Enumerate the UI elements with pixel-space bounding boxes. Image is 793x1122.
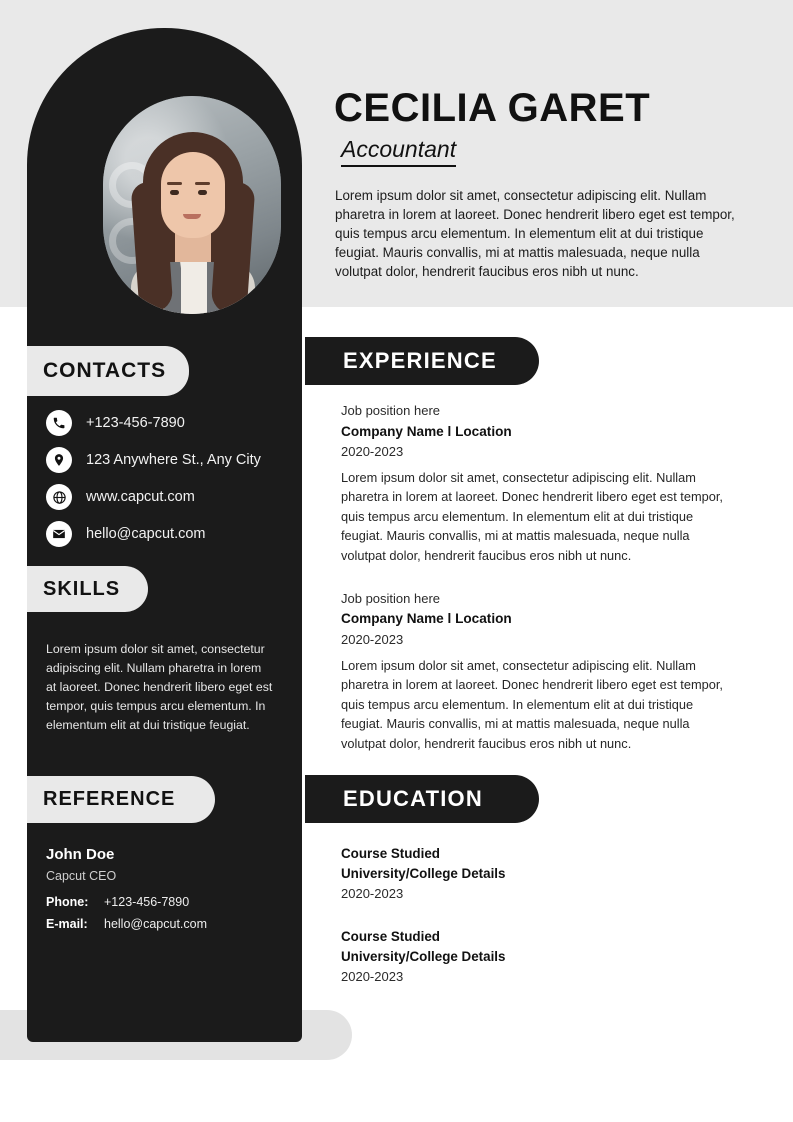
experience-position: Job position here — [341, 403, 441, 418]
experience-dates: 2020-2023 — [341, 444, 404, 459]
photo-person-eye — [198, 190, 207, 195]
photo-person-brow — [167, 182, 182, 185]
skills-title: SKILLS — [43, 577, 121, 600]
contact-item-phone[interactable] — [46, 410, 185, 436]
photo-person-eye — [170, 190, 179, 195]
experience-position: Job position here — [341, 591, 441, 606]
contact-email-value: hello@capcut.com — [86, 526, 206, 542]
reference-name: John Doe — [46, 846, 115, 863]
profile-summary: Lorem ipsum dolor sit amet, consectetur adipiscing elit. Nullam pharetra in lorem at laoreet. Donec hendrerit libero eget est tempor, quis tempus arcu elementum. In elementum elit at dui tristique feugiat. Mauris convallis, mi at mattis malesuada, neque nulla volutpat dolor, hendrerit faucibus eros nibh ut nunc. — [335, 188, 735, 280]
reference-email-row — [46, 917, 207, 931]
experience-description: Lorem ipsum dolor sit amet, consectetur adipiscing elit. Nullam pharetra in lorem at laoreet. Donec hendrerit libero eget est tempor, quis tempus arcu elementum. In elementum elit at dui tristique feugiat. Mauris convallis, mi at mattis malesuada, neque nulla volutpat dolor, hendrerit faucibus eros nibh ut nunc. — [341, 470, 723, 563]
education-course: Course Studied — [341, 846, 440, 861]
reference-email-value: hello@capcut.com — [104, 917, 208, 931]
experience-description: Lorem ipsum dolor sit amet, consectetur adipiscing elit. Nullam pharetra in lorem at laoreet. Donec hendrerit libero eget est tempor, quis tempus arcu elementum. In elementum elit at dui tristique feugiat. Mauris convallis, mi at mattis malesuada, neque nulla volutpat dolor, hendrerit faucibus eros nibh ut nunc. — [341, 658, 723, 751]
education-school: University/College Details — [341, 949, 506, 964]
contact-website-value: www.capcut.com — [86, 489, 195, 505]
experience-dates: 2020-2023 — [341, 632, 404, 647]
section-header-contacts — [27, 346, 189, 396]
reference-phone-label: Phone: — [46, 895, 89, 909]
section-header-experience — [305, 337, 539, 385]
phone-icon — [46, 410, 72, 436]
contact-item-email[interactable] — [46, 521, 206, 547]
profile-photo — [103, 96, 281, 314]
reference-phone-row — [46, 895, 189, 909]
globe-icon — [46, 484, 72, 510]
photo-person-face — [161, 152, 225, 238]
section-header-skills — [27, 566, 148, 612]
section-header-reference — [27, 776, 215, 823]
photo-person-mouth — [183, 214, 201, 219]
reference-phone-value: +123-456-7890 — [104, 895, 190, 909]
contacts-title: CONTACTS — [43, 359, 167, 382]
photo-person-shirt — [181, 262, 207, 314]
page-title: CECILIA GARET — [334, 86, 651, 130]
job-role-subtitle: Accountant — [341, 136, 456, 167]
section-header-education — [305, 775, 539, 823]
education-title: EDUCATION — [343, 786, 483, 811]
envelope-icon — [46, 521, 72, 547]
education-school: University/College Details — [341, 866, 506, 881]
contact-item-website[interactable] — [46, 484, 195, 510]
education-dates: 2020-2023 — [341, 969, 404, 984]
reference-title: REFERENCE — [43, 788, 176, 810]
experience-company: Company Name l Location — [341, 611, 512, 626]
contact-item-address[interactable] — [46, 447, 261, 473]
reference-email-label: E-mail: — [46, 917, 88, 931]
photo-person-brow — [195, 182, 210, 185]
experience-title: EXPERIENCE — [343, 348, 497, 373]
education-course: Course Studied — [341, 929, 440, 944]
contact-phone-value: +123-456-7890 — [86, 415, 185, 431]
skills-text: Lorem ipsum dolor sit amet, consectetur adipiscing elit. Nullam pharetra in lorem at laoreet. Donec hendrerit libero eget est tempor, quis tempus arcu elementum. In elementum elit at dui tristique feugiat. — [46, 642, 273, 733]
reference-role: Capcut CEO — [46, 869, 117, 883]
education-dates: 2020-2023 — [341, 886, 404, 901]
location-pin-icon — [46, 447, 72, 473]
experience-company: Company Name l Location — [341, 424, 512, 439]
contact-address-value: 123 Anywhere St., Any City — [86, 452, 261, 468]
